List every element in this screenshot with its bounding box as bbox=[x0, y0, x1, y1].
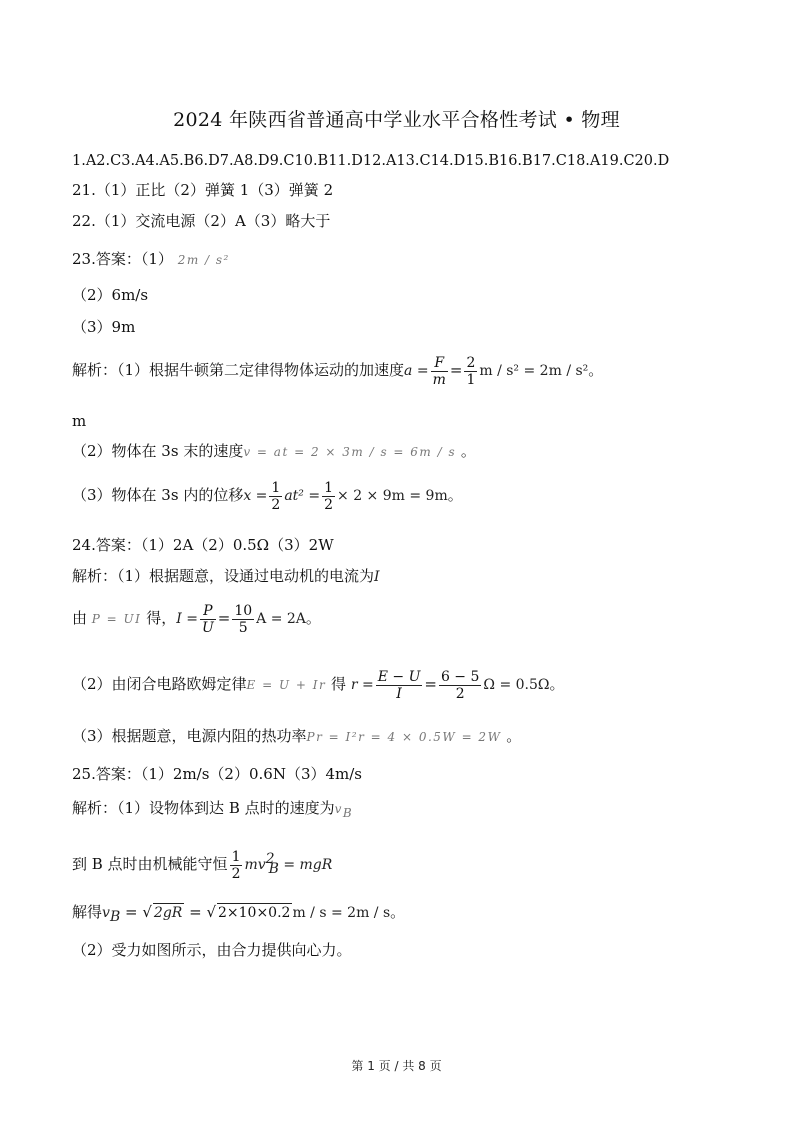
q23-analysis-1-text: 解析：（1）根据牛顿第二定律得物体运动的加速度 bbox=[72, 361, 405, 379]
q23-analysis-3-end: 。 bbox=[447, 486, 463, 504]
q25-line3-eq2: = bbox=[184, 903, 207, 921]
q24-line2-end: 。 bbox=[305, 609, 321, 627]
q25-line2-sup: 2 bbox=[265, 851, 275, 867]
q23-analysis-3 bbox=[72, 477, 463, 514]
q23-frac-half: $\frac{1}{2}$ bbox=[271, 479, 281, 513]
q24-line2-formula: P = UI bbox=[91, 612, 142, 626]
q23-analysis-3-text: （3）物体在 3s 内的位移 bbox=[72, 486, 244, 504]
q24-analysis-3-formula: Pr = I²r = 4 × 0.5W = 2W bbox=[306, 730, 502, 744]
q25-line3-sqrt2: 2×10×0.2 bbox=[218, 905, 291, 921]
q23-analysis-1-end: 。 bbox=[588, 361, 604, 379]
q25-analysis-1-text: 解析：（1）设物体到达 B 点时的速度为 bbox=[72, 799, 335, 817]
q25-line2-sub: B bbox=[268, 861, 279, 877]
q25-analysis-1-var: v bbox=[334, 802, 343, 816]
q25-analysis-1 bbox=[72, 799, 353, 822]
q24-frac-65-over-2: $\frac{6 - 5}{2}$ bbox=[440, 668, 480, 702]
page-title: 2024 年陕西省普通高中学业水平合格性考试 • 物理 bbox=[173, 109, 620, 131]
q24-analysis-1b: 由 P = UI 得，I = $\frac{P}{U}$ = $\frac{10}{5}$ A = 2A。 bbox=[72, 602, 321, 636]
q24-analysis-3-text: （3）根据题意，电源内阻的热功率 bbox=[72, 727, 307, 745]
q21-answer: 21.（1）正比（2）弹簧 1（3）弹簧 2 bbox=[72, 181, 334, 199]
q24-frac-10-over-5: $\frac{10}{5}$ bbox=[234, 602, 253, 636]
q23-frac-half-2: $\frac{1}{2}$ bbox=[324, 479, 334, 513]
q25-line3-rhs: m / s = 2m / s bbox=[292, 905, 391, 921]
page-footer: 第 1 页 / 共 8 页 bbox=[351, 1059, 442, 1073]
q23-analysis-3-mid: at² = bbox=[284, 488, 321, 504]
q23-answer-1-formula: 2m / s² bbox=[177, 253, 230, 267]
q23-analysis-3-lhs: x = bbox=[243, 488, 268, 504]
q24-analysis-2-text: （2）由闭合电路欧姆定律 bbox=[72, 675, 247, 693]
q24-analysis-3 bbox=[72, 727, 521, 746]
q23-analysis-2-end: 。 bbox=[460, 442, 476, 460]
q25-line3-end: 。 bbox=[390, 903, 406, 921]
q24-analysis-2-rhs: Ω = 0.5Ω bbox=[483, 677, 550, 693]
q24-analysis-1 bbox=[72, 567, 380, 586]
q24-analysis-2-formula: E = U + Ir bbox=[246, 678, 327, 692]
q23-analysis-1-lhs: a = bbox=[404, 363, 429, 379]
q23-answer-2: （2）6m/s bbox=[72, 286, 149, 304]
q24-frac-p-over-u: $\frac{P}{U}$ bbox=[201, 602, 214, 636]
q24-line2-rhs: A = 2A bbox=[256, 611, 306, 627]
q23-frac-f-over-m: $\frac{F}{m}$ bbox=[432, 354, 446, 388]
q25-line2-formula: mv bbox=[244, 857, 266, 873]
q23-answer-prefix: 23.答案：（1） bbox=[72, 250, 173, 268]
q24-analysis-2-end: 。 bbox=[549, 675, 565, 693]
q25-analysis-1-sub: B bbox=[342, 806, 354, 820]
q24-analysis-2: （2）由闭合电路欧姆定律E = U + Ir 得 r = $\frac{E - U}{I}$ = $\frac{6 - 5}{2}$ Ω = 0.5Ω。 bbox=[72, 668, 565, 702]
q24-analysis-3-end: 。 bbox=[506, 727, 522, 745]
q24-analysis-2-mid: 得 bbox=[331, 675, 347, 693]
mc-answers: 1.A2.C3.A4.A5.B6.D7.A8.D9.C10.B11.D12.A13.C14.D15.B16.B17.C18.A19.C20.D bbox=[72, 153, 670, 169]
q25-line2-text: 到 B 点时由机械能守恒 bbox=[72, 855, 228, 873]
q23-analysis-3-rhs: × 2 × 9m = 9m bbox=[337, 488, 448, 504]
q25-frac-half: $\frac{1}{2}$ bbox=[231, 848, 241, 882]
q24-answer: 24.答案：（1）2A（2）0.5Ω（3）2W bbox=[72, 536, 334, 554]
q25-line3-text: 解得 bbox=[72, 903, 103, 921]
q23-analysis-1: 解析：（1）根据牛顿第二定律得物体运动的加速度a = $\frac{F}{m}$ = $\frac{2}{1}$ m / s² = 2m / s²。 bbox=[72, 354, 604, 388]
q23-analysis-2 bbox=[72, 442, 476, 461]
q22-answer: 22.（1）交流电源（2）A（3）略大于 bbox=[72, 212, 331, 230]
stray-text: m bbox=[72, 412, 87, 430]
q23-answer-3: （3）9m bbox=[72, 318, 136, 336]
q24-frac-eu-over-i: $\frac{E - U}{I}$ bbox=[377, 668, 421, 702]
q23-frac-2-over-1: $\frac{2}{1}$ bbox=[466, 354, 476, 388]
q25-line3-var: v bbox=[102, 905, 110, 921]
q25-line3-sqrt1: 2gR bbox=[153, 905, 183, 921]
q23-answer-1 bbox=[72, 250, 230, 269]
q24-line2-mid: 得， bbox=[146, 609, 177, 627]
q25-analysis-line2 bbox=[72, 841, 332, 887]
q24-analysis-1-text: 解析：（1）根据题意，设通过电动机的电流为 bbox=[72, 567, 375, 585]
q25-line3-eq: = bbox=[120, 903, 143, 921]
q24-line2-lhs: I = bbox=[176, 611, 198, 627]
q24-line2-prefix: 由 bbox=[72, 609, 88, 627]
q25-analysis-2: （2）受力如图所示，由合力提供向心力。 bbox=[72, 941, 352, 959]
q24-analysis-1-var: I bbox=[374, 569, 380, 585]
q23-analysis-1-rhs: m / s² = 2m / s² bbox=[479, 363, 589, 379]
q23-analysis-2-text: （2）物体在 3s 末的速度 bbox=[72, 442, 244, 460]
q25-answer: 25.答案：（1）2m/s（2）0.6N（3）4m/s bbox=[72, 765, 363, 783]
q25-analysis-line3: 解得$v_B$ = √ 2gR = √ 2×10×0.2 m / s = 2m / s。 bbox=[72, 903, 406, 925]
q25-line2-rhs: = mgR bbox=[278, 857, 333, 873]
q24-analysis-2-lhs: r = bbox=[350, 677, 374, 693]
q25-line3-sub: B bbox=[109, 909, 121, 925]
q23-analysis-2-formula: v = at = 2 × 3m / s = 6m / s bbox=[243, 445, 457, 459]
